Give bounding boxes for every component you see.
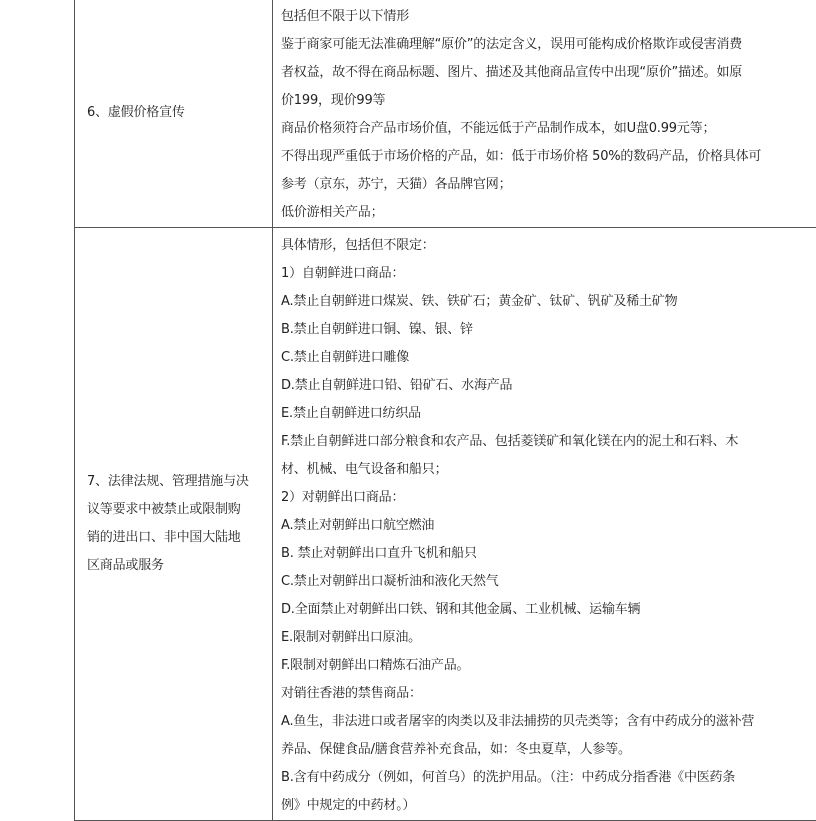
- content-line: 对销往香港的禁售商品：: [281, 680, 816, 708]
- content-line: 2）对朝鲜出口商品：: [281, 484, 816, 512]
- content-line: D.全面禁止对朝鲜出口铁、钢和其他金属、工业机械、运输车辆: [281, 596, 816, 624]
- content-line: 不得出现严重低于市场价格的产品，如：低于市场价格 50%的数码产品，价格具体可: [281, 143, 816, 171]
- row-content-cell: [273, 0, 816, 228]
- content-line: F.限制对朝鲜出口精炼石油产品。: [281, 652, 816, 680]
- label-line: 6、虚假价格宣传: [87, 99, 260, 127]
- content-line: 包括但不限于以下情形: [281, 3, 816, 31]
- content-line: 鉴于商家可能无法准确理解“原价”的法定含义，误用可能构成价格欺诈或侵害消费: [281, 31, 816, 59]
- content-line: A.禁止对朝鲜出口航空燃油: [281, 512, 816, 540]
- label-line: 销的进出口、非中国大陆地: [87, 524, 260, 552]
- row-content-cell: [273, 228, 816, 821]
- label-line: 7、法律法规、管理措施与决: [87, 468, 260, 496]
- content-line: 例》中规定的中药材。）: [281, 792, 816, 820]
- content-line: 者权益，故不得在商品标题、图片、描述及其他商品宣传中出现“原价”描述。如原: [281, 59, 816, 87]
- content-line: B.含有中药成分（例如，何首乌）的洗护用品。（注：中药成分指香港《中医药条: [281, 764, 816, 792]
- content-line: 1）自朝鲜进口商品：: [281, 260, 816, 288]
- content-line: B. 禁止对朝鲜出口直升飞机和船只: [281, 540, 816, 568]
- content-line: C.禁止自朝鲜进口雕像: [281, 344, 816, 372]
- content-line: E.限制对朝鲜出口原油。: [281, 624, 816, 652]
- content-line: 参考（京东，苏宁，天猫）各品牌官网；: [281, 171, 816, 199]
- content-line: 价199，现价99等: [281, 87, 816, 115]
- row-label-cell: [75, 0, 273, 228]
- table-row: [75, 228, 816, 821]
- label-line: 区商品或服务: [87, 552, 260, 580]
- content-line: 养品、保健食品/膳食营养补充食品，如：冬虫夏草，人参等。: [281, 736, 816, 764]
- content-line: D.禁止自朝鲜进口铅、铅矿石、水海产品: [281, 372, 816, 400]
- content-line: 材、机械、电气设备和船只；: [281, 456, 816, 484]
- content-line: 商品价格须符合产品市场价值，不能远低于产品制作成本，如U盘0.99元等；: [281, 115, 816, 143]
- prohibited-goods-table: [74, 0, 816, 821]
- content-line: F.禁止自朝鲜进口部分粮食和农产品、包括菱镁矿和氧化镁在内的泥土和石料、木: [281, 428, 816, 456]
- row-label-cell: [75, 228, 273, 821]
- label-line: 议等要求中被禁止或限制购: [87, 496, 260, 524]
- content-line: C.禁止对朝鲜出口凝析油和液化天然气: [281, 568, 816, 596]
- content-line: A.禁止自朝鲜进口煤炭、铁、铁矿石；黄金矿、钛矿、钒矿及稀土矿物: [281, 288, 816, 316]
- content-line: 低价游相关产品；: [281, 199, 816, 227]
- table-row: [75, 0, 816, 228]
- content-line: A.鱼生，非法进口或者屠宰的肉类以及非法捕捞的贝壳类等；含有中药成分的滋补营: [281, 708, 816, 736]
- content-line: E.禁止自朝鲜进口纺织品: [281, 400, 816, 428]
- row-label: [75, 99, 272, 127]
- content-line: B.禁止自朝鲜进口铜、镍、银、锌: [281, 316, 816, 344]
- row-label: [75, 468, 272, 580]
- content-line: 具体情形，包括但不限定：: [281, 232, 816, 260]
